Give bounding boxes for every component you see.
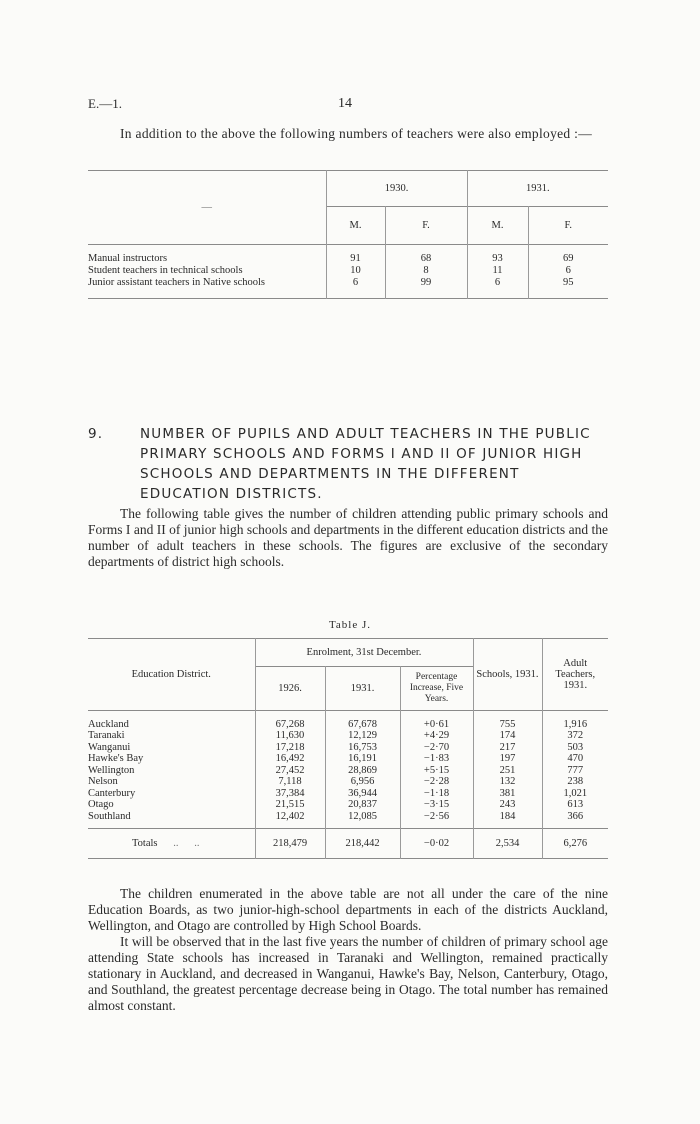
cell: 1,916: [542, 719, 608, 731]
teachers-header: Adult Teachers, 1931.: [542, 639, 608, 711]
cell: 218,442: [325, 828, 400, 858]
table-row: [88, 277, 608, 289]
cell: 10: [326, 265, 385, 277]
cell: Canterbury: [88, 787, 136, 799]
cell: 1,021: [542, 788, 608, 800]
table-row: [88, 799, 608, 811]
year-header: 1931.: [467, 171, 608, 207]
cell: 21,515: [255, 799, 325, 811]
cell: 132: [473, 776, 542, 788]
cell: 2,534: [473, 828, 542, 858]
cell: +4·29: [400, 730, 473, 742]
totals-row: [88, 828, 608, 858]
table-row: [88, 776, 608, 788]
section-number: 9.: [88, 426, 104, 442]
cell: −2·28: [400, 776, 473, 788]
row-label: Student teachers in technical schools: [88, 265, 243, 276]
sex-header: F.: [528, 207, 608, 245]
cell: 12,402: [255, 811, 325, 823]
district-header: Education District.: [131, 669, 211, 680]
cell: 12,085: [325, 811, 400, 823]
schools-header: Schools, 1931.: [473, 639, 542, 711]
row-label: Junior assistant teachers in Native schools: [88, 277, 266, 288]
cell: 36,944: [325, 788, 400, 800]
table-row: [88, 788, 608, 800]
cell: 17,218: [255, 742, 325, 754]
cell: 174: [473, 730, 542, 742]
cell: Taranaki: [88, 730, 125, 742]
cell: 91: [326, 253, 385, 265]
cell: 470: [542, 753, 608, 765]
cell: Wanganui: [88, 741, 131, 753]
cell: 6: [467, 277, 528, 289]
sex-header: M.: [326, 207, 385, 245]
totals-label: Totals .. ..: [132, 837, 200, 849]
cell: Nelson: [88, 776, 118, 788]
cell: +5·15: [400, 765, 473, 777]
cell: −3·15: [400, 799, 473, 811]
cell: 381: [473, 788, 542, 800]
cell: +0·61: [400, 719, 473, 731]
cell: 11,630: [255, 730, 325, 742]
cell: Hawke's Bay: [88, 753, 144, 765]
cell: 366: [542, 811, 608, 823]
cell: 69: [528, 253, 608, 265]
cell: 243: [473, 799, 542, 811]
cell: 16,753: [325, 742, 400, 754]
cell: 95: [528, 277, 608, 289]
year-header: 1930.: [326, 171, 467, 207]
cell: 16,191: [325, 753, 400, 765]
cell: 28,869: [325, 765, 400, 777]
year-1931-header: 1931.: [325, 667, 400, 711]
sex-header: M.: [467, 207, 528, 245]
cell: 99: [385, 277, 467, 289]
cell: Wellington: [88, 764, 135, 776]
cell: −1·18: [400, 788, 473, 800]
cell: −2·70: [400, 742, 473, 754]
cell: 67,678: [325, 719, 400, 731]
teachers-table: [88, 170, 608, 299]
cell: 6,276: [542, 828, 608, 858]
cell: 6: [528, 265, 608, 277]
cell: 218,479: [255, 828, 325, 858]
cell: 184: [473, 811, 542, 823]
body-paragraph: It will be observed that in the last five years the number of children of primary school age attending State schools has increased in Taranaki and Wellington, remained practically stationary in Auckland, and decreased in Wanganui, Hawke's Bay, Nelson, Canterbury, Otago, and Southland, the greatest percentage decrease being in Otago. The total number has remained almost constant.: [88, 934, 608, 1013]
cell: 503: [542, 742, 608, 754]
cell: 197: [473, 753, 542, 765]
cell: 93: [467, 253, 528, 265]
cell: 777: [542, 765, 608, 777]
table-row: [88, 765, 608, 777]
table-row: [88, 719, 608, 731]
teachers-header-blank: —: [201, 202, 212, 213]
cell: 6: [326, 277, 385, 289]
cell: 68: [385, 253, 467, 265]
body-paragraph: The following table gives the number of children attending public primary schools and Forms I and II of junior high schools and departments in the different education districts and the number of adult teachers in these schools. The figures are exclusive of the secondary departments of district high schools.: [88, 506, 608, 569]
page-number: 14: [338, 96, 352, 111]
cell: 16,492: [255, 753, 325, 765]
percentage-header: Percentage Increase, Five Years.: [400, 667, 473, 711]
cell: 11: [467, 265, 528, 277]
enrolment-header: Enrolment, 31st December.: [255, 639, 473, 667]
table-row: [88, 811, 608, 823]
document-reference: E.—1.: [88, 96, 122, 111]
cell: 6,956: [325, 776, 400, 788]
intro-paragraph: In addition to the above the following numbers of teachers were also employed :—: [120, 126, 592, 141]
table-row: [88, 265, 608, 277]
cell: 8: [385, 265, 467, 277]
table-row: [88, 742, 608, 754]
cell: 12,129: [325, 730, 400, 742]
cell: Otago: [88, 799, 114, 811]
cell: 7,118: [255, 776, 325, 788]
table-j: [88, 638, 608, 859]
cell: −2·56: [400, 811, 473, 823]
body-paragraph: The children enumerated in the above table are not all under the care of the nine Education Boards, as two junior-high-school departments in each of the districts Auckland, Wellington, and Otago are controlled by High School Boards.: [88, 886, 608, 933]
cell: 251: [473, 765, 542, 777]
cell: 613: [542, 799, 608, 811]
row-label: Manual instructors: [88, 253, 168, 264]
cell: 372: [542, 730, 608, 742]
table-row: [88, 753, 608, 765]
table-title: Table J.: [328, 619, 372, 631]
cell: −0·02: [400, 828, 473, 858]
section-heading: [88, 424, 608, 504]
cell: 755: [473, 719, 542, 731]
cell: 27,452: [255, 765, 325, 777]
cell: Southland: [88, 810, 131, 822]
cell: 67,268: [255, 719, 325, 731]
table-row: [88, 253, 608, 265]
table-row: [88, 730, 608, 742]
section-title: NUMBER OF PUPILS AND ADULT TEACHERS IN THE PUBLIC PRIMARY SCHOOLS AND FORMS I AND II OF JUNIOR HIGH SCHOOLS AND DEPARTMENTS IN THE DIFFERENT EDUCATION DISTRICTS.: [140, 426, 591, 502]
cell: −1·83: [400, 753, 473, 765]
sex-header: F.: [385, 207, 467, 245]
cell: 238: [542, 776, 608, 788]
cell: 37,384: [255, 788, 325, 800]
cell: 217: [473, 742, 542, 754]
cell: Auckland: [88, 718, 129, 730]
cell: 20,837: [325, 799, 400, 811]
year-1926-header: 1926.: [255, 667, 325, 711]
